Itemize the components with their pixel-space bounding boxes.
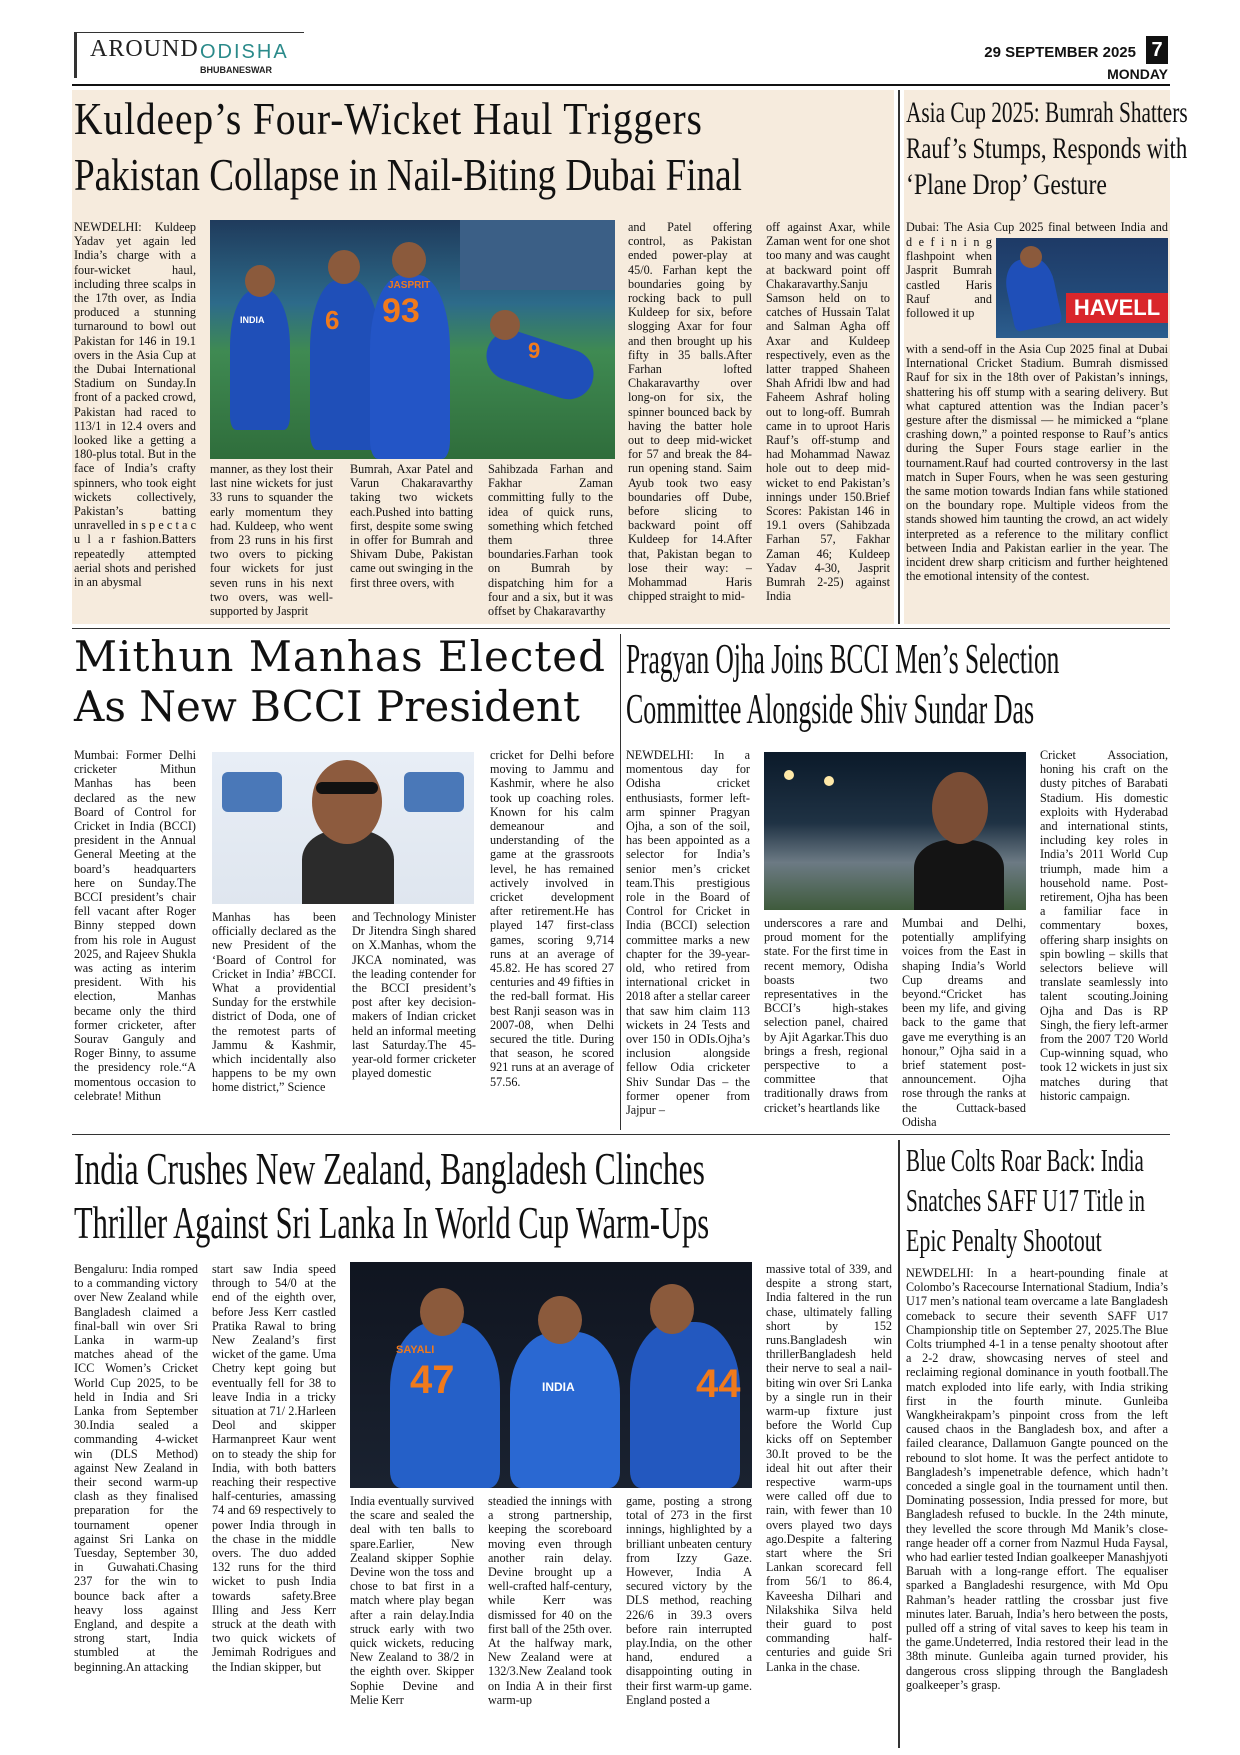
article-bumrah-intro-narrow: d e f i n i n g flashpoint when Jasprit Bumrah castled Haris Rauf and followed it up (906, 235, 992, 321)
article-bumrah-photo (996, 238, 1168, 338)
article-kuldeep-col3: Bumrah, Axar Patel and Varun Chakaravarthy taking two wickets each.Pushed into batting first, despite some swing in offer for Bumrah and Shivam Dube, Pakistan came out swinging in the first three overs, with (350, 462, 473, 590)
photo-jersey-number-2: 6 (325, 305, 340, 335)
article-bumrah-headline-line3: ‘Plane Drop’ Gesture (906, 168, 1107, 201)
article-saff-body: NEWDELHI: In a heart-pounding finale at Colombo’s Racecourse International Stadium, India’s U17 men’s national team overcame a late Bangladesh comeback to secure their seventh SAFF U17 Championship title on September 27, 2025.The Blue Colts triumphed 4-1 in a tense penalty shootout after a 2-2 draw, showcasing nerves of steel and reclaiming regional dominance in youth football.The match exploded into life early, with India striking first in the fourth minute. Gunleiba Wangkheirakpam’s pinpoint cross from the left caused chaos in the Bangladesh box, and after a failed clearance, Dallamuon Gangte pounced on the rebound to slot home. It was the perfect antidote to Bangladesh’s impenetrable defence, which hadn’t conceded a single goal in the tournament until then. Dominating possession, India pressed for more, but Bangladesh refused to buckle. In the 24th minute, they levelled the score through Md Manik’s close-range header off a corner from Nazmul Huda Faysal, who had earlier tested Indian goalkeeper Manashjyoti Baruah with a long-range effort. The equaliser sparked a Bangladeshi resurgence, with Md Opu Rahman’s header rattling the crossbar just five minutes later. Baruah, India’s hero between the posts, pulled off a string of vital saves to keep his team in the game.Undeterred, India restored their lead in the 38th minute. Gunleiba again turned provider, his dangerous cross slipping through the Bangladesh goalkeeper’s grasp. (906, 1266, 1168, 1692)
photo-player-centre (510, 1332, 620, 1488)
article-warmups-col3: India eventually survived the scare and sealed the deal with ten balls to spare.Earlier, New Zealand skipper Sophie Devine won the toss and chose to bat first in a match where play began after a rain delay.India struck early with two quick wickets, reducing New Zealand to 38/2 in the eighth over. Skipper Sophie Devine and Melie Kerr (350, 1494, 474, 1707)
photo-player-left-head (420, 1288, 464, 1336)
column-divider (898, 90, 900, 624)
photo-chest-text: INDIA (240, 315, 265, 325)
article-manhas-col2: Manhas has been officially declared as the new President of the ‘Board of Control for Cricket in India’ #BCCI. What a providential Sunday for the erstwhile district of Doda, one of the remotest parts of Jammu & Kashmir, which incidentally also happens to be my own home district,” Science (212, 910, 336, 1095)
photo-floodlight-1 (784, 770, 794, 780)
article-warmups-headline-line2: Thriller Against Sri Lanka In World Cup Warm-Ups (74, 1197, 710, 1248)
photo-player-3-head (392, 242, 426, 278)
photo-player-1 (230, 290, 290, 430)
photo-jersey-name: JASPRIT (388, 280, 431, 291)
article-kuldeep-col2: manner, as they lost their last nine wickets for just 33 runs to squander the early momentum they had. Kuldeep, who went from 23 runs in his first two overs to picking four wickets for just seven runs in his next two overs, was well-supported by Jasprit (210, 462, 333, 619)
article-ojha-col3: Mumbai and Delhi, potentially amplifying voices from the East in shaping India’s World Cup dreams and beyond.“Cricket has been my life, and giving back to the game that gave me everything is an honour,” Ojha said in a brief statement post-announcement. Ojha rose through the ranks at the Cuttack-based Odisha (902, 916, 1026, 1128)
article-warmups-headline-line1: India Crushes New Zealand, Bangladesh Clinches (74, 1143, 705, 1194)
article-bumrah-headline-line2: Rauf’s Stumps, Responds with (906, 132, 1188, 165)
photo-portrait-face (932, 772, 988, 844)
article-bumrah-intro-wide: Dubai: The Asia Cup 2025 final between India and (906, 220, 1168, 234)
article-warmups-photo (350, 1262, 752, 1488)
column-divider (898, 1140, 900, 1748)
page-number: 7 (1146, 36, 1168, 64)
article-manhas-col4: cricket for Delhi before moving to Jammu and Kashmir, where he also took up coaching roles. Known for his calm demeanour and understanding of the game at the grassroots level, he has remained actively involved in cricket development after retirement.He has played 147 first-class games, scoring 9,714 runs at an average of 45.82. He has scored 27 centuries and 49 fifties in the red-ball format. His best Ranji season was in 2007-08, when Delhi secured the title. During that season, he scored 921 runs at an average of 57.56. (490, 748, 614, 1089)
photo-chest-text: INDIA (542, 1380, 575, 1394)
article-manhas-col3: and Technology Minister Dr Jitendra Singh shared on X.Manhas, whom the JKCA nominated, was the leading contender for the BCCI president’s post after key decision-makers of Indian cricket held an informal meeting last Saturday.The 45-year-old former cricketer played domestic (352, 910, 476, 1081)
article-warmups-col1: Bengaluru: India romped to a commanding victory over New Zealand while Bangladesh claimed a final-ball win over Sri Lanka in warm-up matches ahead of the ICC Women’s Cricket World Cup 2025, to be held in India and Sri Lanka from September 30.India sealed a commanding 4-wicket win (DLS Method) against New Zealand in their second warm-up clash as they finalised preparation for the tournament opener against Sri Lanka on Tuesday, September 30, in Guwahati.Chasing 237 for the win to bounce back after a heavy loss against England, and despite a strong start, India stumbled at the beginning.An attacking (74, 1262, 198, 1674)
section-divider (72, 628, 1170, 629)
masthead-city: BHUBANESWAR (200, 65, 272, 75)
photo-player-2-head (328, 250, 360, 284)
photo-jersey-number-1: 93 (382, 292, 420, 330)
photo-bowler-head (1020, 246, 1042, 268)
article-bumrah-body: with a send-off in the Asia Cup 2025 final at Dubai International Cricket Stadium. Bumrah dismissed Rauf for six in the 18th over of Pakistan’s innings, shattering his off stump with a searing delivery. But what captured attention was the Indian pacer’s gesture after the dismissal — he mimicked a “plane crashing down,” a pointed response to Rauf’s antics during the Super Fours stage earlier in the tournament.Rauf had courted controversy in the last match in Super Fours, when he was seen gesturing the same motion towards Indian fans while stationed on the boundary rope. Multiple videos from the stands showed him taunting the crowd, an act widely interpreted as a reference to the military conflict between India and Pakistan earlier in the year. The incident drew sharp criticism and further heightened the emotional intensity of the contest. (906, 342, 1168, 584)
article-bumrah-headline-line1: Asia Cup 2025: Bumrah Shatters (906, 96, 1188, 129)
article-kuldeep-photo (210, 220, 615, 459)
masthead-brand-odisha: ODISHA (200, 41, 289, 63)
photo-player-right-head (650, 1284, 694, 1334)
masthead-brand-around: AROUND (90, 36, 199, 62)
article-saff-headline-line3: Epic Penalty Shootout (906, 1222, 1102, 1258)
article-ojha-col2: underscores a rare and proud moment for the state. For the first time in recent memory, Odisha boasts two representatives in the BCCI’s high-stakes selection panel, chaired by Ajit Agarkar.This duo brings a fresh, regional perspective to a committee that traditionally draws from cricket’s heartlands like (764, 916, 888, 1115)
photo-jersey-number-2: 44 (696, 1362, 741, 1406)
issue-date: 29 SEPTEMBER 2025 (984, 44, 1136, 61)
article-saff-headline-line1: Blue Colts Roar Back: India (906, 1142, 1144, 1178)
photo-diving-player-head (490, 310, 520, 340)
article-kuldeep-col4: Sahibzada Farhan and Fakhar Zaman committing fully to the idea of quick runs, something which fetched them three boundaries.Farhan took on Bumrah by dispatching him for a four and a six, but it was offset by Chakaravarthy (488, 462, 613, 619)
article-kuldeep-headline-line1: Kuldeep’s Four-Wicket Haul Triggers (74, 93, 703, 144)
issue-day: MONDAY (1107, 66, 1168, 82)
masthead-rule (72, 84, 1170, 86)
photo-backdrop-logo-right (404, 772, 464, 812)
article-ojha-headline-line1: Pragyan Ojha Joins BCCI Men’s Selection (626, 637, 1060, 683)
photo-portrait-face (312, 760, 382, 844)
photo-portrait-jacket (914, 840, 1004, 910)
article-ojha-photo (764, 752, 1026, 910)
photo-backdrop-logo-left (222, 772, 282, 812)
article-manhas-col1: Mumbai: Former Delhi cricketer Mithun Manhas has been declared as the new Board of Control for Cricket in India (BCCI) president in the Annual General Meeting at the board’s headquarters here on Sunday.The BCCI president’s chair fell vacant after Roger Binny stepped down from his role in August 2025, and Rajeev Shukla was acting as interim president. With his election, Manhas became only the third former cricketer, after Sourav Ganguly and Roger Binny, to assume the presidency role.“A momentous occasion to celebrate! Mithun (74, 748, 196, 1103)
section-divider (72, 1134, 1170, 1135)
article-warmups-col4: steadied the innings with a strong partnership, keeping the scoreboard moving even through another rain delay. Devine brought up a well-crafted half-century, while Kerr was dismissed for 40 on the first ball of the 25th over. At the halfway mark, New Zealand were at 132/3.New Zealand took on India A in their first warm-up (488, 1494, 612, 1707)
article-ojha-headline-line2: Committee Alongside Shiv Sundar Das (626, 687, 1035, 733)
article-warmups-col6: massive total of 339, and despite a strong start, India faltered in the run chase, ultimately falling short by 152 runs.Bangladesh win thrillerBangladesh held their nerve to seal a nail-biting win over Sri Lanka by a single run in their warm-up fixture just before the World Cup kicks off on September 30.It proved to be the ideal hit out after their respective warm-ups were called off due to rain, with fewer than 10 overs played two days ago.Despite a faltering start where the Sri Lankan scorecard fell from 56/1 to 86.4, Kaveesha Dilhari and Nilakshika Silva held their guard to post commanding half-centuries and guide Sri Lanka in the chase. (766, 1262, 892, 1674)
article-ojha-col1: NEWDELHI: In a momentous day for Odisha cricket enthusiasts, former left-arm spinner Pragyan Ojha, a son of the soil, has been appointed as a selector for India’s senior men’s cricket team.This prestigious role in the Board of Control for Cricket in India (BCCI) selection committee marks a new chapter for the 39-year-old, who retired from international cricket in 2018 after a stellar career that saw him claim 113 wickets in 24 Tests and over 150 in ODIs.Ojha’s inclusion alongside fellow Odia cricketer Shiv Sundar Das – the former opener from Jajpur – (626, 748, 750, 1118)
article-warmups-col2: start saw India speed through to 54/0 at the end of the eighth over, before Jess Kerr castled Pratika Rawal to bring New Zealand’s first wicket of the game. Uma Chetry kept going but eventually fell for 38 to leave India in a tricky situation at 71/ 2.Harleen Deol and skipper Harmanpreet Kaur went on to steady the ship for India, with both batters reaching their respective half-centuries, amassing 74 and 69 respectively to power India through in the chase in the middle overs. The duo added 132 runs for the third wicket to push India towards safety.Bree Illing and Jess Kerr struck at the death with two quick wickets of Jemimah Rodrigues and the Indian skipper, but (212, 1262, 336, 1674)
article-kuldeep-col6: off against Axar, while Zaman went for one shot too many and was caught at backward point off Chakaravarthy.Sanju Samson held on to catches of Hussain Talat and Salman Agha off Axar and Kuldeep respectively, even as the latter trapped Shaheen Shah Afridi lbw and had Faheem Ashraf holing out to long-off. Bumrah came in to uproot Haris Rauf’s off-stump and had Mohammad Nawaz hole out to deep mid-wicket to end Pakistan’s innings under 150.Brief Scores: Pakistan 146 in 19.1 overs (Sahibzada Farhan 57, Fakhar Zaman 46; Kuldeep Yadav 4-30, Jasprit Bumrah 2-25) against India (766, 220, 890, 604)
photo-jersey-number-1: 47 (410, 1358, 455, 1402)
photo-player-1-head (245, 265, 275, 297)
article-manhas-headline-line1: Mithun Manhas Elected (74, 632, 606, 681)
article-kuldeep-col1: NEWDELHI: Kuldeep Yadav yet again led India’s charge with a four-wicket haul, including three scalps in the 17th over, as India produced a stunning turnaround to bowl out Pakistan for 146 in 19.1 overs in the Asia Cup at the Dubai International Stadium on Sunday.In front of a packed crowd, Pakistan had raced to 113/1 in 12.4 overs and looked like a getting a 180-plus total. But in the face of India’s crafty spinners, who took eight wickets collectively, Pakistan’s batting unravelled in s p e c t a c u l a r fashion.Batters repeatedly attempted aerial shots and perished in an abysmal (74, 220, 196, 590)
photo-portrait-sunglasses (316, 782, 378, 794)
photo-hoarding: HAVELL (1066, 293, 1168, 323)
column-divider (620, 634, 621, 1130)
photo-player-centre-head (538, 1296, 582, 1344)
photo-jersey-name: SAYALI (396, 1344, 435, 1356)
stadium-stand (460, 220, 615, 290)
article-warmups-col5: game, posting a strong total of 273 in the first innings, highlighted by a brilliant unbeaten century from Izzy Gaze. However, India A secured victory by the DLS method, reaching 226/6 in 39.3 overs before rain interrupted play.India, on the other hand, endured a disappointing outing in their first warm-up game. England posted a (626, 1494, 752, 1707)
photo-jersey-number-3: 9 (528, 338, 541, 363)
article-manhas-photo (212, 752, 474, 904)
article-ojha-col4: Cricket Association, honing his craft on the dusty pitches of Barabati Stadium. His domestic exploits with Hyderabad and international stints, including key roles in India’s 2011 World Cup triumph, made him a household name. Post-retirement, Ojha has been a familiar face in commentary boxes, offering sharp insights on spin bowling – skills that selectors believe will translate seamlessly into talent scouting.Joining Ojha and Das is RP Singh, the fiery left-armer from the 2007 T20 World Cup-winning squad, who took 12 wickets in just six matches during that historic campaign. (1040, 748, 1168, 1103)
article-saff-headline-line2: Snatches SAFF U17 Title in (906, 1182, 1145, 1218)
photo-floodlight-2 (824, 776, 834, 786)
article-manhas-headline-line2: As New BCCI President (74, 682, 580, 731)
article-kuldeep-col5: and Patel offering control, as Pakistan ended power-play at 45/0. Farhan kept the boundaries going by rocking back to pull Kuldeep for six, before slogging Axar for four and then brought up his fifty in 35 balls.After Farhan lofted Chakaravarthy over long-on for six, the spinner bounced back by having the batter hole out to deep mid-wicket for 57 and break the 84-run opening stand. Saim Ayub took two easy boundaries off Dube, before slicing to backward point off Kuldeep for 14.After that, Pakistan began to lose their way: – Mohammad Haris chipped straight to mid- (628, 220, 752, 604)
article-kuldeep-headline-line2: Pakistan Collapse in Nail-Biting Dubai Final (74, 149, 742, 200)
